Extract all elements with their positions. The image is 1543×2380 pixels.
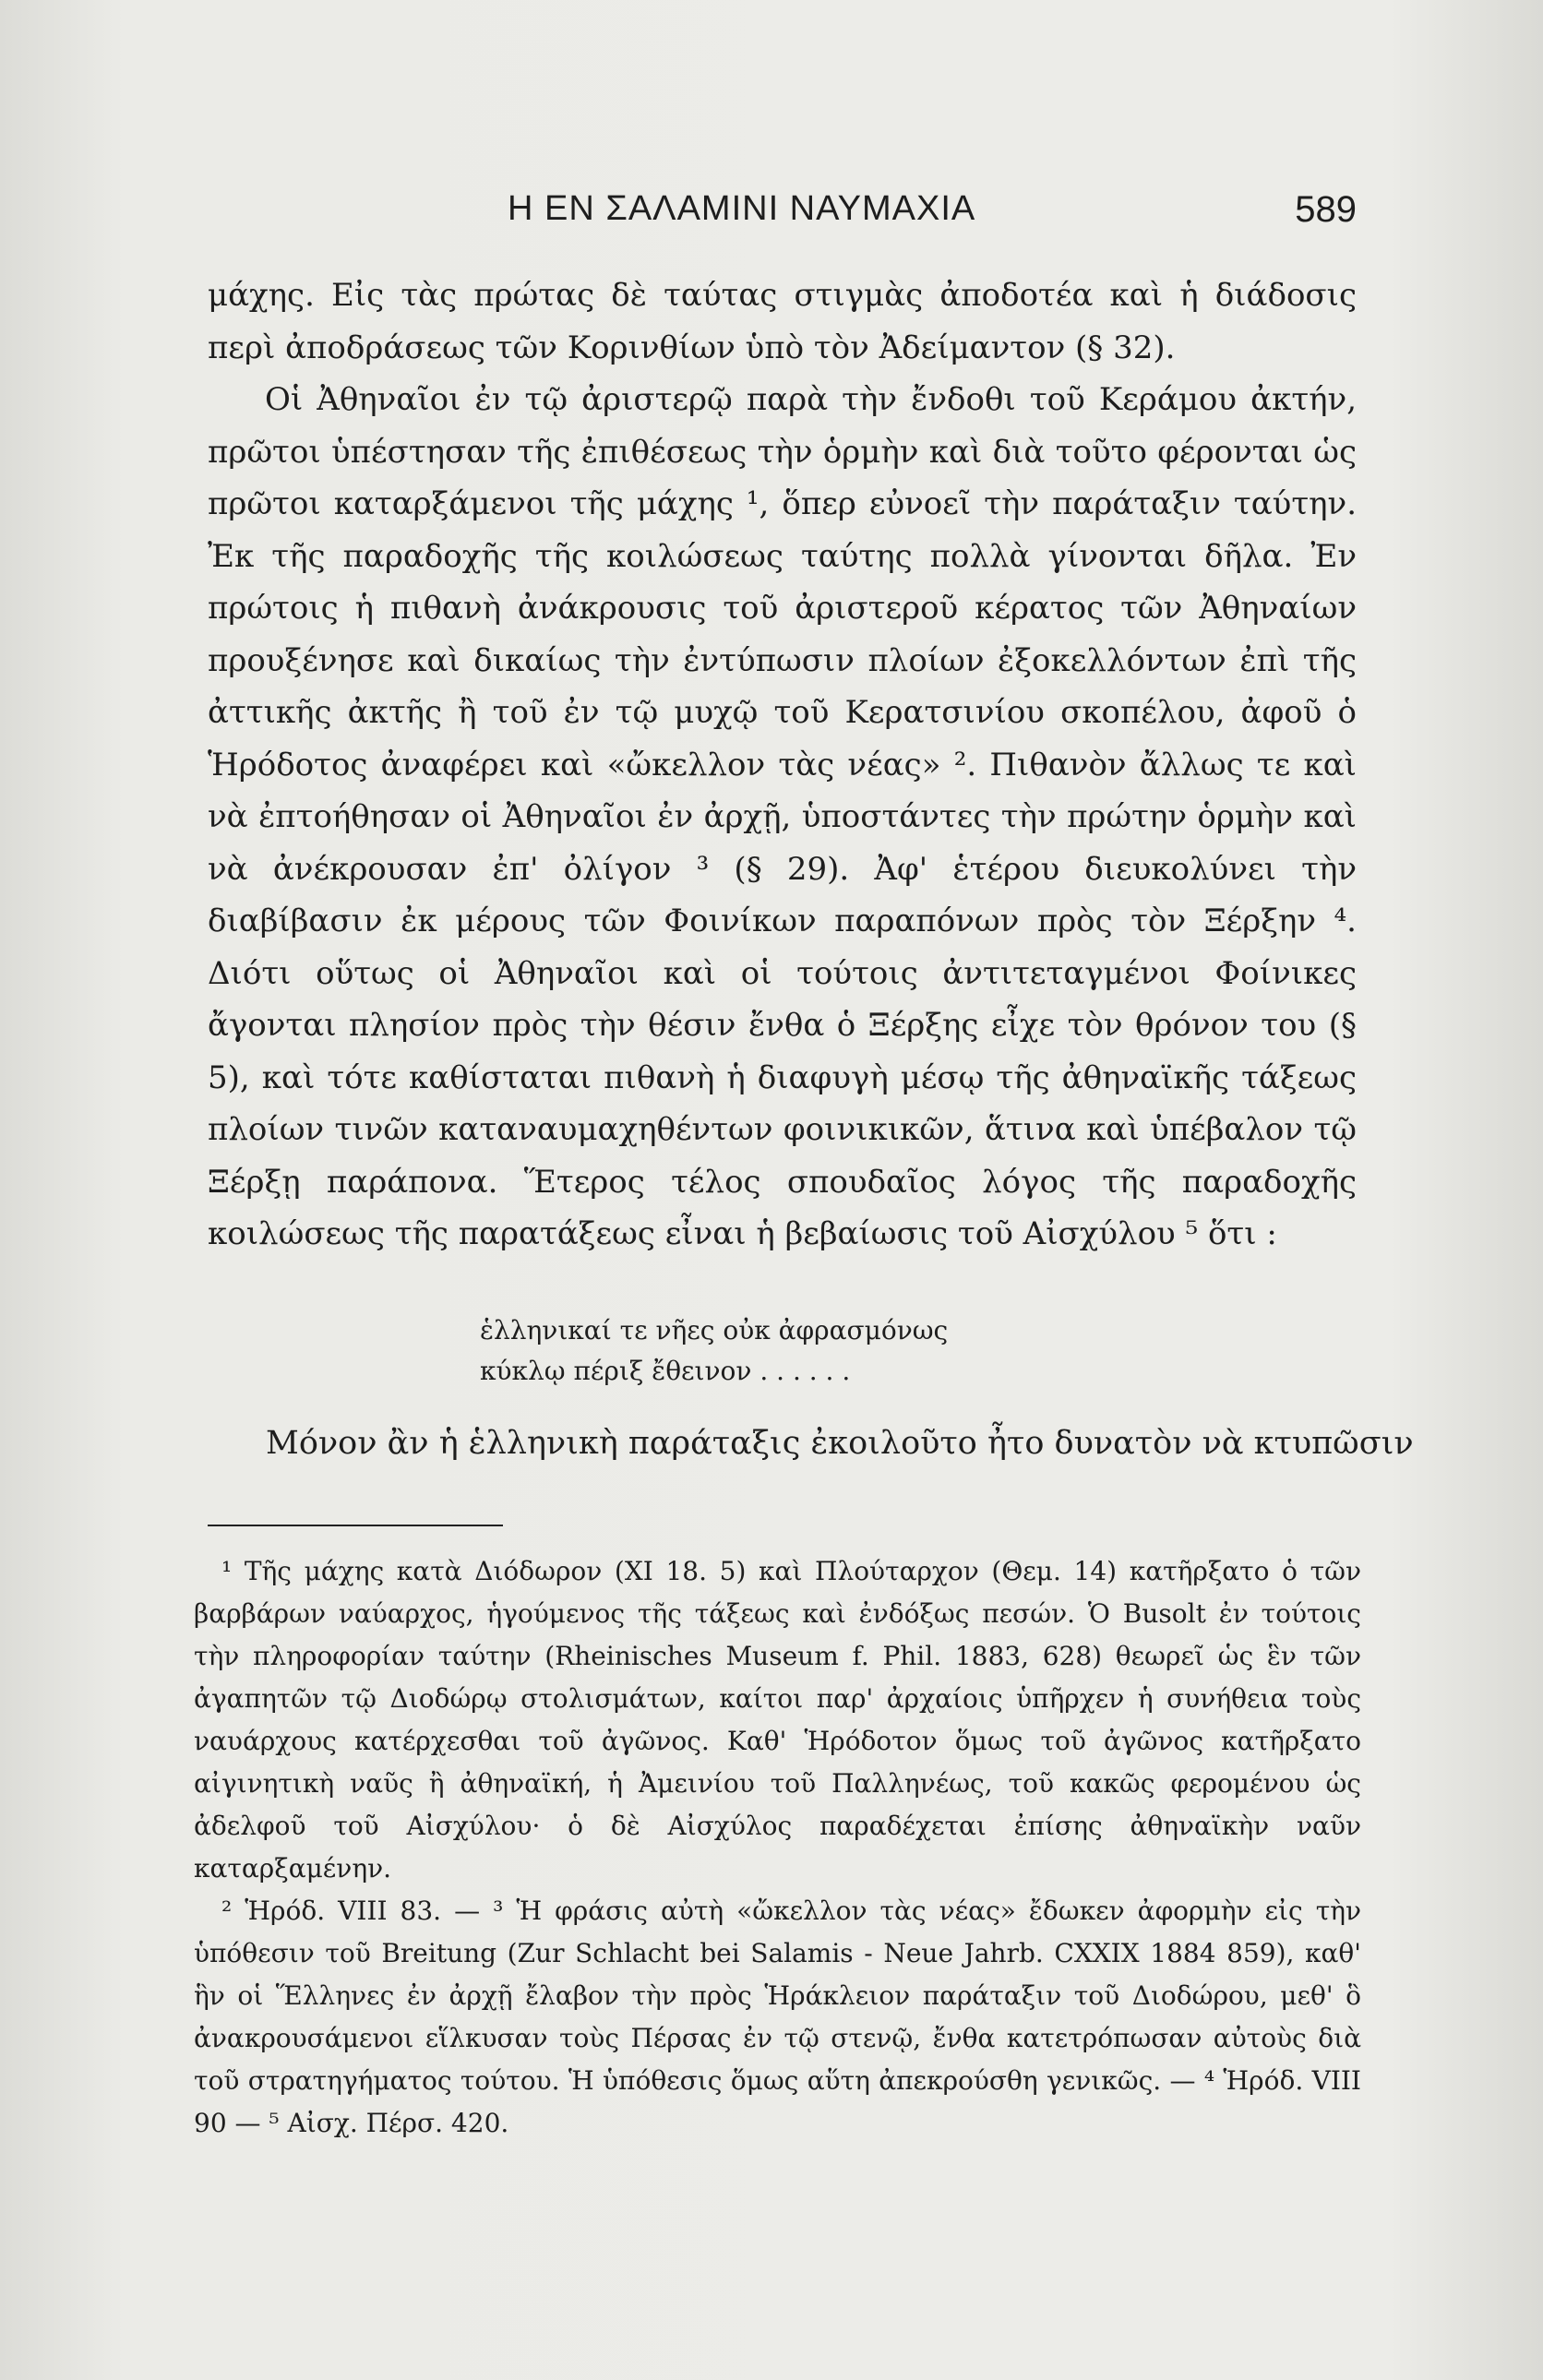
paragraph-2: Οἱ Ἀθηναῖοι ἐν τῷ ἀριστερῷ παρὰ τὴν ἔνδοθι τοῦ Κεράμου ἀκτήν, πρῶτοι ὑπέστησαν τῆς ἐπιθέσεως τὴν ὁρμὴν καὶ διὰ τοῦτο φέρονται ὡς πρῶτοι καταρξάμενοι τῆς μάχης ¹, ὅπερ εὐνοεῖ τὴν παράταξιν ταύτην. Ἐκ τῆς παραδοχῆς τῆς κοιλώσεως ταύτης πολλὰ γίνονται δῆλα. Ἐν πρώτοις ἡ πιθανὴ ἀνάκρουσις τοῦ ἀριστεροῦ κέρατος τῶν Ἀθηναίων προυξένησε καὶ δικαίως τὴν ἐντύπωσιν πλοίων ἐξοκελλόντων ἐπὶ τῆς ἀττικῆς ἀκτῆς ἢ τοῦ ἐν τῷ μυχῷ τοῦ Κερατσινίου σκοπέλου, ἀφοῦ ὁ Ἡρόδοτος ἀναφέρει καὶ «ὤκελλον τὰς νέας» ². Πιθανὸν ἄλλως τε καὶ νὰ ἐπτοήθησαν οἱ Ἀθηναῖοι ἐν ἀρχῇ, ὑποστάντες τὴν πρώτην ὁρμὴν καὶ νὰ ἀνέκρουσαν ἐπ' ὀλίγον ³ (§ 29). Ἀφ' ἑτέρου διευκολύνει τὴν διαβίβασιν ἐκ μέρους τῶν Φοινίκων παραπόνων πρὸς τὸν Ξέρξην ⁴. Διότι οὕτως οἱ Ἀθηναῖοι καὶ οἱ τούτοις ἀντιτεταγμένοι Φοίνικες ἄγονται πλησίον πρὸς τὴν θέσιν ἔνθα ὁ Ξέρξης εἶχε τὸν θρόνον του (§ 5), καὶ τότε καθίσταται πιθανὴ ἡ διαφυγὴ μέσῳ τῆς ἀθηναϊκῆς τάξεως πλοίων τινῶν καταναυμαχηθέντων φοινικικῶν, ἅτινα καὶ ὑπέβαλον τῷ Ξέρξῃ παράπονα. Ἕτερος τέλος σπουδαῖος λόγος τῆς παραδοχῆς κοιλώσεως τῆς παρατάξεως εἶναι ἡ βεβαίωσις τοῦ Αἰσχύλου ⁵ ὅτι : (208, 381, 1357, 1252)
verse-quote (480, 1310, 1126, 1392)
quote-line-1: ἑλληνικαί τε νῆες οὐκ ἀφρασμόνως (480, 1315, 949, 1345)
paragraph-3: Μόνον ἂν ἡ ἑλληνικὴ παράταξις ἐκοιλοῦτο ἦτο δυνατὸν νὰ κτυπῶσιν (266, 1425, 1414, 1462)
footnote-1: ¹ Τῆς μάχης κατὰ Διόδωρον (XI 18. 5) καὶ Πλούταρχον (Θεμ. 14) κατῆρξατο ὁ τῶν βαρβάρων ναύαρχος, ἡγούμενος τῆς τάξεως καὶ ἐνδόξως πεσών. Ὁ Busolt ἐν τούτοις τὴν πληροφορίαν ταύτην (Rheinisches Museum f. Phil. 1883, 628) θεωρεῖ ὡς ἓν τῶν ἀγαπητῶν τῷ Διοδώρῳ στολισμάτων, καίτοι παρ' ἀρχαίοις ὑπῆρχεν ἡ συνήθεια τοὺς ναυάρχους κατέρχεσθαι τοῦ ἀγῶνος. Καθ' Ἡρόδοτον ὅμως τοῦ ἀγῶνος κατῆρξατο αἰγινητικὴ ναῦς ἢ ἀθηναϊκή, ἡ Ἀμεινίου τοῦ Παλληνέως, τοῦ κακῶς φερομένου ὡς ἀδελφοῦ τοῦ Αἰσχύλου· ὁ δὲ Αἰσχύλος παραδέχεται ἐπίσης ἀθηναϊκὴν ναῦν καταρξαμένην. (194, 1556, 1361, 1884)
footnote-rule (208, 1525, 503, 1526)
main-text (208, 269, 1357, 1261)
quote-line-2: κύκλῳ πέριξ ἔθεινον . . . . . . (480, 1356, 851, 1386)
footnotes (194, 1550, 1361, 2145)
running-title: Η ΕΝ ΣΑΛΑΜΙΝΙ ΝΑΥΜΑΧΙΑ (508, 189, 976, 228)
page-header (203, 189, 1357, 245)
footnote-2: ² Ἡρόδ. VIII 83. — ³ Ἡ φράσις αὐτὴ «ὤκελλον τὰς νέας» ἔδωκεν ἀφορμὴν εἰς τὴν ὑπόθεσιν τοῦ Breitung (Zur Schlacht bei Salamis - Neue Jahrb. CXXIX 1884 859), καθ' ἣν οἱ Ἕλληνες ἐν ἀρχῇ ἔλαβον τὴν πρὸς Ἡράκλειον παράταξιν τοῦ Διοδώρου, μεθ' ὃ ἀνακρουσάμενοι εἵλκυσαν τοὺς Πέρσας ἐν τῷ στενῷ, ἔνθα κατετρόπωσαν αὐτοὺς διὰ τοῦ στρατηγήματος τούτου. Ἡ ὑπόθεσις ὅμως αὕτη ἀπεκρούσθη γενικῶς. — ⁴ Ἡρόδ. VIII 90 — ⁵ Αἰσχ. Πέρσ. 420. (194, 1896, 1361, 2138)
page-number: 589 (1295, 189, 1357, 230)
paragraph-1: μάχης. Εἰς τὰς πρώτας δὲ ταύτας στιγμὰς ἀποδοτέα καὶ ἡ διάδοσις περὶ ἀποδράσεως τῶν Κορινθίων ὑπὸ τὸν Ἀδείμαντον (§ 32). (208, 277, 1357, 366)
